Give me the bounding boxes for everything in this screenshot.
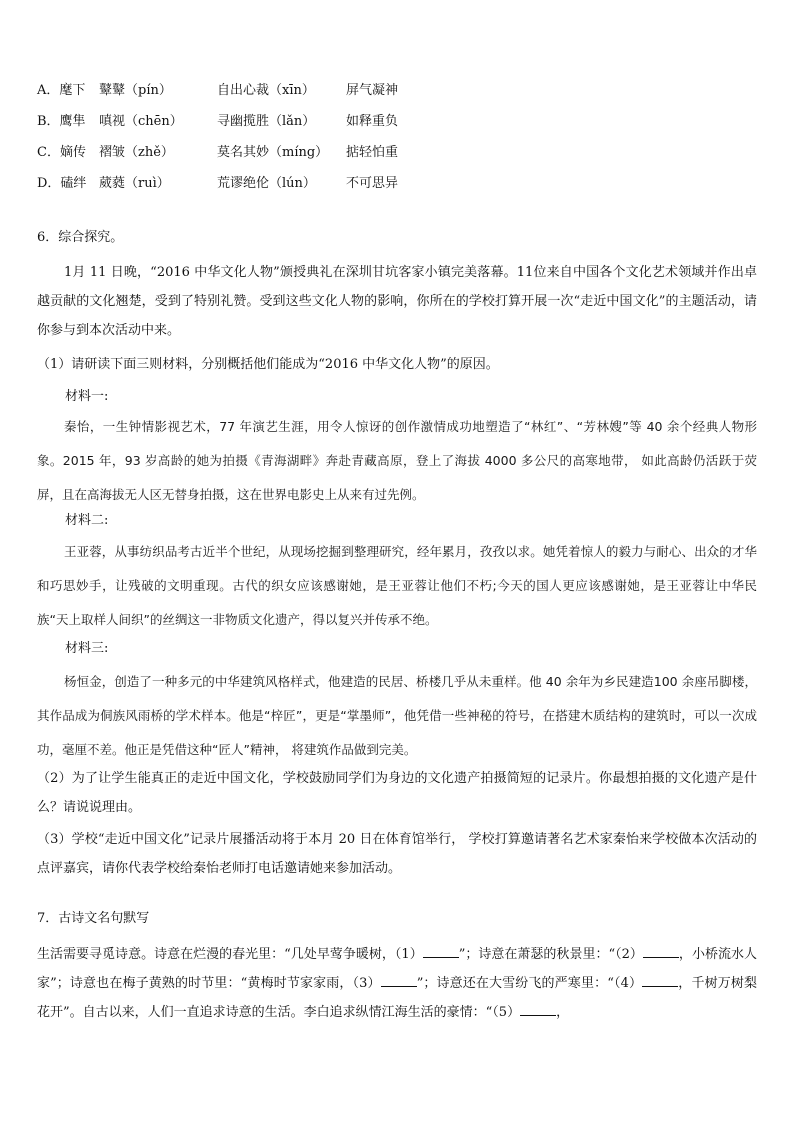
material-2-text: 王亚蓉，从事纺织品考古近半个世纪，从现场挖掘到整理研究，经年累月，孜孜以求。她凭着惊人的毅力与耐心、出众的才华和巧思妙手，让残破的文明重现。古代的织女应该感谢她，是王亚蓉让他们不朽;今天的国人更应该感谢她，是王亚蓉让中华民族“天上取样人间织”的丝绸这一非物质文化遗产，得以复兴并传承不绝。	[37, 544, 757, 627]
option-label: D．磕绊	[37, 176, 87, 191]
option-word: 荒谬绝伦（lún）	[217, 176, 316, 191]
question-6-part-3: （3）学校“走近中国文化”记录片展播活动将于本月 20 日在体育馆举行， 学校打算邀请著名艺术家秦怡来学校做本次活动的点评嘉宾，请你代表学校给秦怡老师打电话邀请她来参加活动。	[37, 832, 757, 876]
material-2-label: 材料二:	[65, 513, 109, 528]
option-label: C．嫡传	[37, 145, 86, 160]
fill-blank-5[interactable]	[520, 1001, 556, 1016]
poem-prompt: ，	[556, 1005, 570, 1020]
question-6-part-1: （1）请研读下面三则材料，分别概括他们能成为“2016 中华文化人物”的原因。	[37, 357, 499, 372]
option-b	[37, 112, 757, 143]
poem-prompt: ，小桥流水人家”；诗意也在梅子黄熟的时节里：“黄梅时节家家雨，（3）	[37, 947, 757, 991]
question-7-title: 7．古诗文名句默写	[37, 911, 150, 926]
option-word: 葳蕤（ruì）	[99, 176, 170, 191]
answer-options	[37, 81, 757, 205]
material-1-label: 材料一:	[65, 389, 109, 404]
option-label: A．麾下	[37, 83, 86, 98]
option-a	[37, 81, 757, 112]
option-word: 寻幽揽胜（lǎn）	[217, 114, 316, 129]
option-d	[37, 174, 757, 205]
poem-prompt: ”；诗意在萧瑟的秋景里：“（2）	[458, 947, 643, 962]
fill-blank-3[interactable]	[381, 972, 417, 987]
option-word: 鼙鼙（pín）	[99, 83, 172, 98]
option-word: 嗔视（chēn）	[99, 114, 183, 129]
material-3-text: 杨恒金，创造了一种多元的中华建筑风格样式，他建造的民居、桥楼几乎从未重样。他 40 余年为乡民建造100 余座吊脚楼，其作品成为侗族风雨桥的学术样本。他是“梓匠”，更是“掌墨师”，他凭借一些神秘的符号，在搭建木质结构的建筑时，可以一次成功，毫厘不差。他正是凭借这种“匠人”精神， 将建筑作品做到完美。	[37, 674, 757, 757]
material-1-text: 秦怡，一生钟情影视艺术，77 年演艺生涯，用令人惊讶的创作激情成功地塑造了“林红”、“芳林嫂”等 40 余个经典人物形象。2015 年，93 岁高龄的她为拍摄《青海湖畔》奔赴青藏高原，登上了海拔 4000 多公尺的高寒地带， 如此高龄仍活跃于荧屏，且在高海拔无人区无替身拍摄，这在世界电影史上从来有过先例。	[37, 419, 757, 502]
poem-prompt: ”；诗意还在大雪纷飞的严寒里：“（4）	[416, 976, 643, 991]
poem-prompt: 生活需要寻觅诗意。诗意在烂漫的春光里：“几处早莺争暖树，（1）	[37, 947, 423, 962]
poem-prompt: ，千树万树梨花开”。自古以来，人们一直追求诗意的生活。李白追求纵情江海生活的豪情：“（5）	[37, 976, 757, 1020]
option-word: 不可思异	[346, 176, 399, 191]
option-word: 自出心裁（xīn）	[217, 83, 315, 98]
option-word: 掂轻怕重	[346, 145, 399, 160]
question-6-title: 6．综合探究。	[37, 230, 124, 245]
option-word: 屏气凝神	[346, 83, 399, 98]
material-3-label: 材料三:	[65, 641, 109, 656]
fill-blank-2[interactable]	[643, 943, 679, 958]
question-6-part-2: （2）为了让学生能真正的走近中国文化，学校鼓励同学们为身边的文化遗产拍摄简短的记录片。你最想拍摄的文化遗产是什么？请说说理由。	[37, 771, 757, 815]
option-word: 莫名其妙（míng）	[217, 145, 329, 160]
option-word: 如释重负	[346, 114, 399, 129]
fill-blank-1[interactable]	[423, 943, 459, 958]
option-label: B．鹰隼	[37, 114, 86, 129]
fill-blank-4[interactable]	[642, 972, 678, 987]
question-6-intro: 1月 11 日晚，“2016 中华文化人物”颁授典礼在深圳甘坑客家小镇完美落幕。11位来自中国各个文化艺术领域并作出卓越贡献的文化翘楚，受到了特别礼赞。受到这些文化人物的影响，你所在的学校打算开展一次“走近中国文化”的主题活动，请你参与到本次活动中来。	[37, 265, 757, 338]
option-c	[37, 143, 757, 174]
option-word: 褶皱（zhě）	[99, 145, 174, 160]
question-7-text	[37, 940, 757, 1027]
